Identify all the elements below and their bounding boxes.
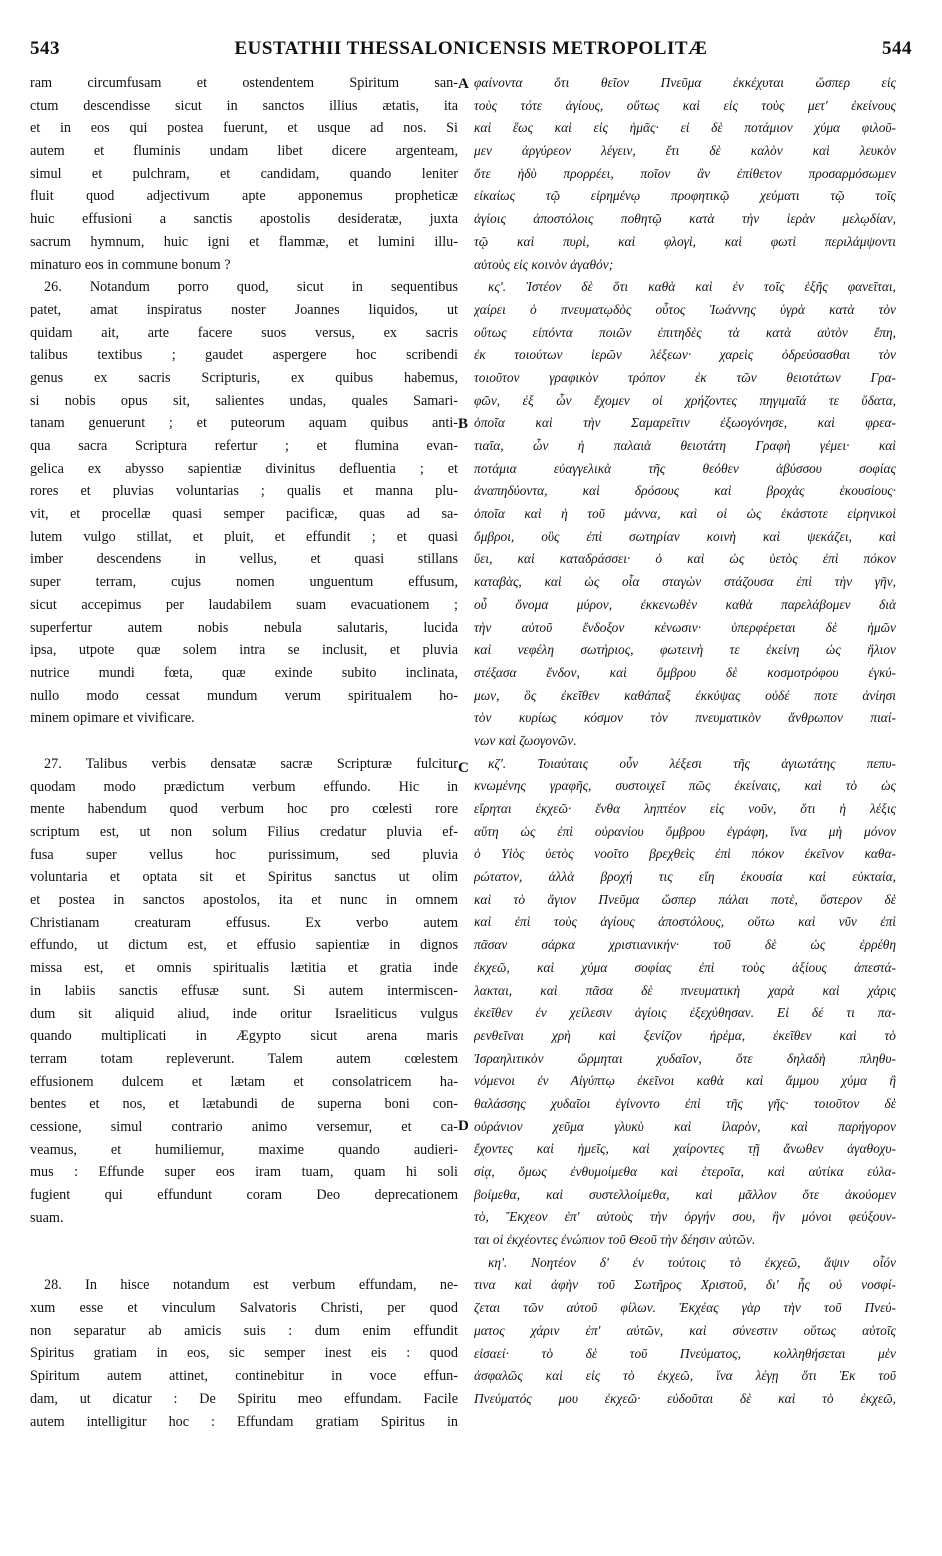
text-line: fluit quod adjectivum apte apponemus propheticæ	[30, 188, 458, 205]
page-number-right: 544	[882, 38, 912, 59]
text-line: qua sacra Scriptura refertur ; et flumina evan-	[30, 438, 458, 454]
text-line: genus ex sacris Scripturis, ex quibus habemus,	[30, 369, 458, 386]
text-line: ram circumfusam et ostendentem Spiritum san-	[30, 75, 458, 91]
text-line: Christianam creaturam effusus. Ex verbo autem	[30, 914, 458, 931]
text-line: οὗ ὄνομα μύρον, ἐκκενωθὲν καθὰ παρελάβομεν διὰ	[474, 596, 896, 612]
text-line: gelica ex abysso sapientiæ divinitus defluentia ; et	[30, 460, 458, 477]
text-line: autem intelligitur hoc : Effundam gratiam Spiritus in	[30, 1413, 458, 1430]
text-line: mente habendum quod verbum hoc pro cœlesti rore	[30, 801, 458, 818]
text-line: ρώτατον, ἀλλὰ βροχή τις εἴη ἑκουσία καὶ εὐκταία,	[474, 869, 896, 885]
text-line: κη'. Νοητέον δ' ἐν τούτοις τὸ ἐκχεῶ, ἅψιν οἷόν	[488, 1254, 896, 1270]
text-line: suam.	[30, 1209, 64, 1226]
text-line: ποτάμια εὐαγγελικὰ τῆς θεόθεν ἀβύσσου σοφίας	[474, 460, 896, 476]
text-line: βοίμεθα, καὶ συστελλοίμεθα, καὶ μᾶλλον ὅτε ἀκούομεν	[474, 1186, 896, 1202]
text-line: si nobis opus sit, salientes undas, quales Samari-	[30, 392, 458, 409]
text-line: καὶ τὸ ἅγιον Πνεῦμα ὥσπερ πάλαι ποτὲ, ὕστερον δὲ	[474, 891, 896, 907]
greek-paragraph-25-end	[474, 72, 896, 276]
text-line: huic effusioni a sanctis apostolis desideratæ, juxta	[30, 211, 458, 228]
greek-paragraph-28	[474, 1252, 896, 1411]
text-line: ὅτε ἡδὺ προρρέει, ποῖον ἂν ἐπίθετον προσαρμόσωμεν	[474, 165, 896, 181]
text-line: οὐράνιον χεῦμα γλυκὺ καὶ ἱλαρὸν, καὶ παρήγορον	[474, 1118, 896, 1134]
text-line: mus : Effunde super eos iram tuam, quam hi soli	[30, 1164, 458, 1181]
text-line: missa est, et omnis spiritualis lætitia et gratia inde	[30, 960, 458, 977]
text-line: ipsa, utpote quæ solem intra se inclusit, et pluvia	[30, 642, 458, 659]
margin-letter-a: A	[458, 76, 469, 92]
text-line: ἀσφαλῶς καὶ εἰς τὸ ἐκχεῶ, ἵνα λέγῃ ὅτι Ἐκ τοῦ	[474, 1368, 896, 1384]
text-line: effundo, ut dictum est, et effusio sapientiæ in dignos	[30, 937, 458, 954]
text-line: καὶ ἐπὶ τοὺς ἁγίους ἀποστόλους, οὕτω καὶ νῦν ἐπὶ	[474, 914, 896, 930]
text-line: quidam ait, arte facere suos versus, ex sacris	[30, 324, 458, 341]
greek-paragraph-26	[474, 276, 896, 752]
text-line: minaturo eos in commune bonum ?	[30, 256, 231, 273]
text-line: fusa super vellus hoc purissimum, sed pluvia	[30, 846, 458, 863]
page-number-left: 543	[30, 38, 60, 59]
text-line: vit, et procellæ quasi semper pacificæ, quas ad sa-	[30, 506, 458, 523]
text-line: dam, ut dicatur : De Spiritu meo effundam. Facile	[30, 1390, 458, 1407]
text-line: in labiis sanctis effusæ sunt. Si autem intermiscen-	[30, 982, 458, 999]
text-line: κνωμένης γραφῆς, συστοιχεῖ πῶς ἐκείναις, καὶ τὸ ὡς	[474, 778, 896, 794]
text-line: αὕτη ὡς ἐπὶ οὐρανίου ὄμβρου ἐγράφη, ἵνα μὴ μόνον	[474, 823, 896, 839]
text-line: τοιοῦτον γραφικὸν τρόπον ἐκ τῶν θειοτάτων Γρα-	[474, 369, 896, 385]
text-line: ἐκ τοιούτων ἱερῶν λέξεων· χαρεὶς ὀδρεύσασθαι τὸν	[474, 347, 896, 363]
text-line: καὶ νεφέλη σωτήριος, φωτεινὴ τε ἐκείνη ὡς ἥλιον	[474, 642, 896, 658]
margin-letter-d: D	[458, 1118, 469, 1134]
text-line: minem opimare et vivificare.	[30, 710, 195, 727]
text-line: patet, amat inspiratus noster Joannes liquidos, ut	[30, 301, 458, 318]
margin-letter-c: C	[458, 760, 469, 776]
text-line: μεν ἀργύρεον λέγειν, ἔτι δὲ καλὸν καὶ λευκὸν	[474, 143, 896, 159]
text-line: σίᾳ, ὅμως ἐνθυμοίμεθα καὶ ἑτεροῖα, καὶ αὐτίκα εὐλα-	[474, 1164, 896, 1179]
text-line: quodam modo prædictum verbum effundo. Hic in	[30, 778, 458, 795]
text-line: εἰκαίως τῷ εἰρημένῳ προφητικῷ χεύματι τῷ τοῖς	[474, 188, 896, 204]
greek-paragraph-27	[474, 753, 896, 1252]
text-line: χαίρει ὁ πνευματῳδὸς οὗτος Ἰωάννης ὑγρὰ κατὰ τὸν	[474, 301, 896, 317]
text-line: rores et pluvias voluntarias ; qualis et manna plu-	[30, 483, 458, 500]
text-line: ὁ Υἱὸς ὑετὸς νοοῖτο βρεχθεὶς ἐπὶ πόκον ἐκεῖνον καθα-	[474, 846, 896, 862]
running-title: EUSTATHII THESSALONICENSIS METROPOLITÆ	[234, 38, 708, 59]
text-line: voluntaria et optata sit et Spiritus sanctus ut olim	[30, 869, 458, 886]
text-line: νων καὶ ζωογονῶν.	[474, 732, 577, 748]
latin-paragraph-26	[30, 276, 458, 730]
text-line: τινα καὶ ἀφὴν τοῦ Σωτῆρος Χριστοῦ, δι' ἧς οὐ νοσφί-	[474, 1277, 896, 1293]
text-line: Ἰσραηλιτικὸν ὥρμηται χυδαῖον, ὅτε δηλαδὴ πληθυ-	[474, 1050, 896, 1066]
text-line: ἁγίοις ἀποστόλοις ποθητῷ κατὰ τὴν ἱερὰν μελῳδίαν,	[474, 211, 896, 227]
text-line: nutrice mundi fœta, quæ exinde subito inclinata,	[30, 664, 458, 681]
text-line: ὁποῖα καὶ τὴν Σαμαρεῖτιν ἐξωογόνησε, καὶ φρεα-	[474, 415, 896, 431]
latin-paragraph-25-end	[30, 72, 458, 276]
text-line: Spiritum autem attinet, continebitur in voce effun-	[30, 1368, 458, 1385]
text-line: ται οἱ ἐκχέοντες ἐνώπιον τοῦ Θεοῦ τὴν δέησιν αὐτῶν.	[474, 1232, 756, 1248]
text-line: μων, ὃς ἐκεῖθεν καθάπαξ ἐκκύψας οὐδέ ποτε ἀνίησι	[474, 687, 896, 703]
text-line: nullo modo cessat mundum verum spiritualem ho-	[30, 687, 458, 704]
text-line: ἀναπηδύοντα, καὶ δρόσους καὶ βροχὰς ἑκουσίους·	[474, 483, 896, 499]
text-line: καὶ ἕως καὶ εἰς ἡμᾶς· εἰ δὲ ποτάμιον χύμα φιλοῦ-	[474, 120, 896, 136]
text-line: τιαῖα, ὧν ἡ παλαιὰ θειοτάτη Γραφὴ γέμει· καὶ	[474, 438, 896, 453]
text-line: Πνεύματός μου ἐκχεῶ· εὐδοῦται δὲ καὶ τὸ ἐκχεῶ,	[474, 1390, 896, 1406]
text-line: οὕτως εἰπόντα ποιῶν ἐπιτηδὲς τὰ κατὰ αὐτὸν ἔπη,	[474, 324, 896, 340]
text-line: ὕει, καὶ καταδράσσει· ὁ καὶ ὡς ὑετὸς ἐπὶ πόκον	[474, 551, 896, 567]
text-line: sacrum hymnum, huic igni et flammæ, et lumini illu-	[30, 233, 458, 250]
text-line: ζεται τῶν αὐτοῦ φίλων. Ἐκχέας γὰρ τὴν τοῦ Πνεύ-	[474, 1300, 896, 1316]
text-line: ματος χάριν ἐπ' αὐτῶν, καὶ σύνεστιν οὕτως αὐτοῖς	[474, 1322, 896, 1338]
text-line: ρενθεῖναι χρὴ καὶ ξενίζον ἠρέμα, ἐκεῖθεν καὶ τὸ	[474, 1027, 896, 1043]
text-line: ἐκχεῶ, καὶ χύμα σοφίας ἐπὶ τοὺς ἀξίους ἀπεστά-	[474, 959, 896, 975]
text-line: terram totam repleverunt. Talem autem cœlestem	[30, 1050, 458, 1067]
text-line: bentes et nos, et lætabundi de superna boni con-	[30, 1096, 458, 1113]
text-line: φαίνοντα ὅτι θεῖον Πνεῦμα ἐκκέχυται ὥσπερ εἰς	[474, 75, 896, 90]
text-line: ἐκεῖθεν ἐν χείλεσιν ἁγίοις ἐξεχύθησαν. Εἰ δέ τι πα-	[474, 1005, 896, 1021]
latin-paragraph-28	[30, 1274, 458, 1433]
text-line: superfertur autem nobis nebula salutaris, lucida	[30, 619, 458, 636]
text-line: στέξασα ἔνδον, καὶ ὄμβρου δὲ κοσμοτρόφου ἐγκύ-	[474, 664, 896, 680]
text-line: super terram, cujus nomen unguentum effusum,	[30, 574, 458, 591]
text-line: fugient qui effundunt coram Deo deprecationem	[30, 1187, 458, 1203]
text-line: scriptum est, ut non solum Filius credatur pluvia ef-	[30, 824, 458, 840]
text-line: veamus, et humiliemur, maxime quando audieri-	[30, 1141, 458, 1158]
text-line: τὸ, Ἔκχεον ἐπ' αὐτοὺς τὴν ὀργήν σου, ἣν μόνοι φεύξουν-	[474, 1209, 896, 1225]
text-line: ὁποῖα καὶ ἡ τοῦ μάννα, καὶ οἱ ὡς ἑκάστοτε εἰρηνικοὶ	[474, 506, 896, 522]
text-line: autem et fluminis undam libet dicere argenteam,	[30, 143, 458, 160]
text-line: non separatur ab amicis suis : dum enim effundit	[30, 1322, 458, 1339]
text-line: τοὺς τότε ἁγίους, οὕτως καὶ εἰς τοὺς μετ' ἐκείνους	[474, 97, 896, 113]
text-line: dum sit aliquid aliud, inde oritur Israeliticus vulgus	[30, 1005, 458, 1022]
text-line: simul et pulchram, et candidam, quando leniter	[30, 165, 458, 182]
latin-column	[30, 72, 458, 1433]
text-line: et in eos qui postea fuerunt, et usque ad nos. Si	[30, 120, 458, 137]
text-line: πᾶσαν σάρκα χριστιανικήν· τοῦ δὲ ὡς ἐρρέθη	[474, 937, 896, 953]
text-line: ctum descendisse sicut in sanctos illius ætatis, ita	[30, 97, 458, 114]
running-header	[30, 38, 912, 68]
text-line: talibus textibus ; gaudet aspergere hoc scribendi	[30, 347, 458, 364]
text-line: τῷ καὶ πυρὶ, καὶ φλογὶ, καὶ φωτὶ περιλάμψοντι	[474, 233, 896, 249]
text-line: lutem vulgo stillat, et pluit, et effundit ; et quasi	[30, 528, 458, 545]
text-line: λακται, καὶ πᾶσα δὲ πνευματικὴ χαρὰ καὶ χάρις	[474, 982, 896, 998]
text-line: sicut accepimus per laudabilem suam evacuationem ;	[30, 596, 458, 613]
text-line: 28. In hisce notandum est verbum effundam, ne-	[44, 1277, 458, 1294]
text-line: cessione, simul contrario animo versemur, et ca-	[30, 1118, 458, 1135]
text-line: νόμενοι ἐν Αἰγύπτῳ ἐκεῖνοι καθὰ καὶ ἄμμου χύμα ἢ	[474, 1073, 896, 1089]
text-line: κς'. Ἰστέον δὲ ὅτι καθὰ καὶ ἐν τοῖς ἑξῆς φανεῖται,	[488, 279, 896, 295]
text-line: εἴρηται ἐκχεῶ· ἔνθα ληπτέον εἰς νοῦν, ὅτι ἡ λέξις	[474, 801, 896, 816]
text-line: ὄμβροι, οὓς ἐπὶ σωτηρίαν κοινὴ καὶ ψεκάζει, καὶ	[474, 528, 896, 544]
text-line: et postea in sanctos apostolos, ita et nunc in omnem	[30, 892, 458, 909]
text-line: τὴν αὐτοῦ ἔνδοξον κένωσιν· ὑπερφέρεται δὲ ἡμῶν	[474, 619, 896, 635]
text-line: Spiritus gratiam in eos, sic semper inest eis : quod	[30, 1345, 458, 1362]
text-line: θαλάσσης χυδαῖοι ἐγίνοντο ἐπὶ τῆς γῆς· τοιοῦτον δὲ	[474, 1095, 896, 1111]
margin-letter-b: B	[458, 416, 469, 432]
text-line: xum esse et vinculum Salvatoris Christi, per quod	[30, 1300, 458, 1317]
text-line: tanam genuerunt ; et puteorum aquam quibus anti-	[30, 415, 458, 432]
text-line: τὸν κυρίως κόσμον τὸν πνευματικὸν ἄνθρωπον πιαί-	[474, 710, 896, 726]
text-line: 27. Talibus verbis densatæ sacræ Scripturæ fulcitur	[44, 755, 458, 772]
text-line: καταβὰς, καὶ ὡς οἷα σταγὼν στάζουσα ἐπὶ τὴν γῆν,	[474, 574, 896, 590]
text-line: κζ'. Τοιαύταις οὖν λέξεσι τῆς ἁγιωτάτης πεπυ-	[488, 755, 896, 771]
text-line: φῶν, ἐξ ὧν ἔχομεν οἱ χρήζοντες πηγιμαῖά τε ὕδατα,	[474, 392, 896, 408]
text-line: ἔχοντες καὶ ἡμεῖς, καὶ χαίροντες τῇ ἄνωθεν ἀγαθοχυ-	[474, 1141, 896, 1157]
text-line: quando multiplicati in Ægypto sicut arena maris	[30, 1028, 458, 1045]
text-line: effusionem dulcem et lætam et consolatricem ha-	[30, 1073, 458, 1090]
text-line: εἰσαεί· τὸ δὲ τοῦ Πνεύματος, κολληθήσεται μὲν	[474, 1345, 896, 1361]
greek-column	[474, 72, 896, 1411]
latin-paragraph-27	[30, 753, 458, 1229]
text-line: imber descendens in vellus, et quasi stillans	[30, 551, 458, 568]
text-line: 26. Notandum porro quod, sicut in sequentibus	[44, 279, 458, 296]
text-line: αὐτοὺς εἰς κοινὸν ἀγαθόν;	[474, 256, 614, 272]
